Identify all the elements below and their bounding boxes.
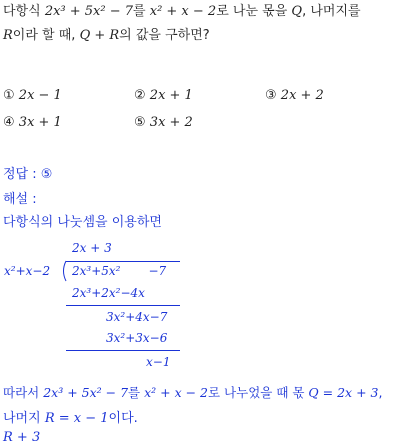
question-text: 이라 할 때, (12, 28, 80, 43)
conclusion-dividend: 2x³ + 5x² − 7 (43, 385, 129, 400)
answer-label: 정답 : (3, 167, 41, 182)
question-text: 를 (133, 4, 150, 19)
division-step-3: 3x²+3x−6 (106, 331, 168, 345)
question-text: 로 나눈 몫을 (216, 4, 292, 19)
target-expression: Q + R (79, 28, 120, 43)
dividend-constant: −7 (148, 264, 167, 278)
division-quotient: 2x + 3 (72, 241, 112, 255)
conclusion-remainder: R = x − 1 (44, 411, 109, 426)
choice-2[interactable] (134, 88, 193, 103)
conclusion-text: , (378, 385, 383, 400)
conclusion-text: 로 나누었을 때 몫 (208, 385, 309, 400)
choice-number: ① (3, 88, 15, 103)
division-divisor: x²+x−2 (4, 264, 51, 278)
explanation-intro: 다항식의 나눗셈을 이용하면 (3, 215, 162, 230)
choice-5[interactable] (134, 115, 193, 130)
dividend-terms: 2x³+5x² (72, 264, 121, 278)
question-text: , 나머지를 (302, 4, 361, 19)
answer-value: ⑤ (40, 167, 53, 182)
conclusion-text: 따라서 (3, 385, 44, 400)
choice-number: ④ (3, 115, 15, 130)
divisor-expression: x² + x − 2 (149, 4, 217, 19)
division-step-2: 3x²+4x−7 (106, 310, 168, 324)
question-line-2 (3, 24, 210, 48)
quotient-symbol: Q (291, 4, 303, 19)
division-rule-1 (66, 305, 180, 306)
division-remainder: x−1 (146, 355, 171, 369)
answer-line (3, 163, 52, 182)
conclusion-divisor: x² + x − 2 (144, 385, 208, 400)
conclusion-text: 를 (128, 385, 145, 400)
question-text: 의 값을 구하면? (119, 28, 210, 43)
choice-number: ③ (265, 88, 277, 103)
division-bracket (60, 260, 68, 282)
choice-number: ② (134, 88, 146, 103)
conclusion-text: 이다. (108, 411, 138, 426)
division-bar (66, 261, 180, 262)
choice-value: 2x + 1 (149, 88, 193, 103)
division-rule-2 (66, 350, 180, 351)
conclusion-text: 나머지 (3, 411, 45, 426)
dividend-expression: 2x³ + 5x² − 7 (44, 4, 134, 19)
question-line-1 (3, 0, 361, 24)
choice-3[interactable] (265, 88, 324, 103)
choice-1[interactable] (3, 88, 62, 103)
remainder-symbol: R (3, 28, 13, 43)
choice-4[interactable] (3, 115, 62, 130)
conclusion-line-2 (3, 407, 138, 426)
final-expression: R + 3 (3, 430, 41, 445)
choice-number: ⑤ (134, 115, 146, 130)
choice-value: 2x − 1 (18, 88, 62, 103)
division-step-1: 2x³+2x²−4x (72, 286, 145, 300)
choice-value: 2x + 2 (280, 88, 324, 103)
conclusion-quotient: Q = 2x + 3 (308, 385, 379, 400)
explanation-label: 해설 : (3, 192, 37, 207)
question-text: 다항식 (3, 4, 45, 19)
division-dividend (72, 264, 166, 278)
conclusion-line-1 (3, 383, 382, 401)
choice-value: 3x + 2 (149, 115, 193, 130)
choice-value: 3x + 1 (18, 115, 62, 130)
